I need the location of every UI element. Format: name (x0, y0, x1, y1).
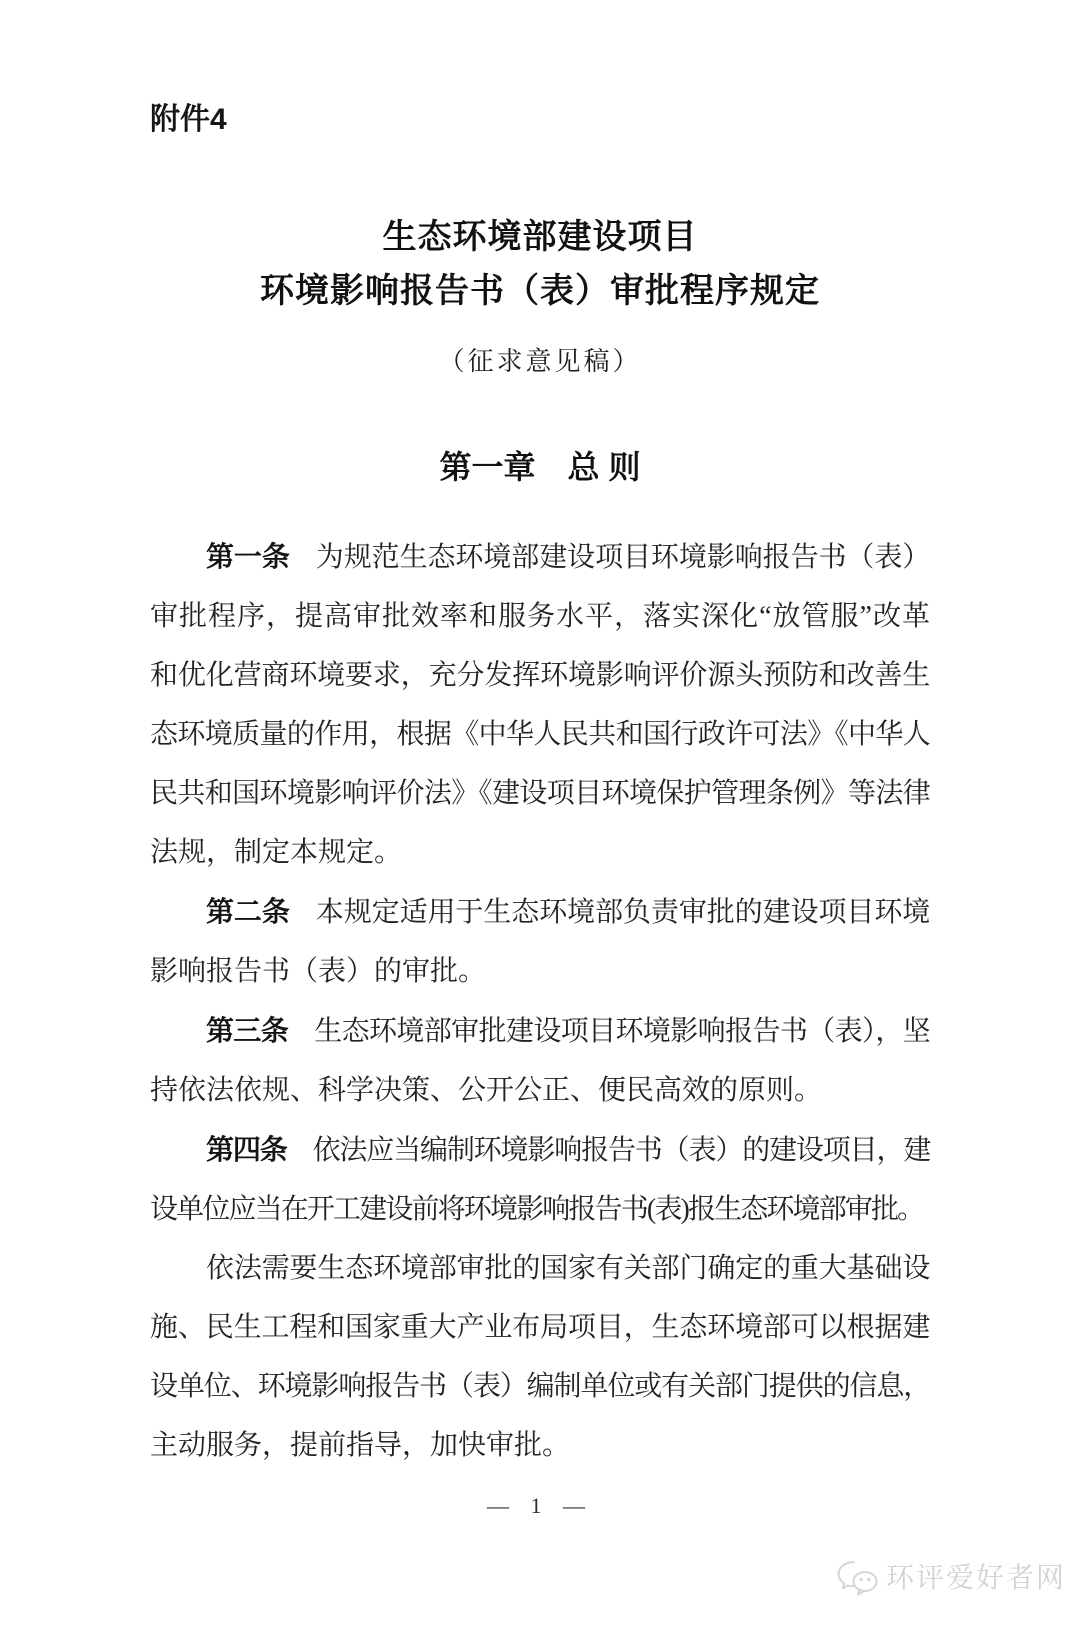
document-body (150, 527, 930, 1475)
watermark-text: 环评爱好者网 (885, 1562, 1066, 1593)
paragraph-line: 设单位、环境影响报告书（表）编制单位或有关部门提供的信息， (150, 1371, 930, 1402)
article-number-label: 第二条 (206, 896, 290, 927)
paragraph-text: 生态环境部审批建设项目环境影响报告书（表），坚 (314, 1016, 930, 1047)
page-content (0, 100, 1080, 1521)
paragraph-line: 法规，制定本规定。 (150, 837, 403, 868)
paragraph-line: 依法需要生态环境部审批的国家有关部门确定的重大基础设 (206, 1253, 930, 1284)
paragraph-line (150, 1120, 930, 1180)
document-page (0, 100, 1080, 1626)
paragraph-line (150, 1001, 930, 1061)
paragraph-line: 和优化营商环境要求，充分发挥环境影响评价源头预防和改善生 (150, 660, 930, 691)
attachment-label: 附件4 (150, 103, 227, 136)
paragraph-line: 主动服务，提前指导，加快审批。 (150, 1430, 571, 1461)
article-number-label: 第一条 (206, 541, 290, 572)
wechat-icon (834, 1558, 880, 1598)
document-title-line-1: 生态环境部建设项目 (382, 218, 698, 256)
paragraph-line: 态环境质量的作用，根据《中华人民共和国行政许可法》《中华人 (150, 719, 930, 750)
paragraph-line: 设单位应当在开工建设前将环境影响报告书(表)报生态环境部审批。 (150, 1194, 924, 1225)
paragraph-text: 依法应当编制环境影响报告书（表）的建设项目，建 (312, 1135, 930, 1166)
article-number-label: 第四条 (206, 1134, 287, 1165)
document-subtitle: （征求意见稿） (438, 347, 642, 376)
paragraph-line: 审批程序，提高审批效率和服务水平，落实深化“放管服”改革 (150, 601, 930, 632)
paragraph-line: 持依法依规、科学决策、公开公正、便民高效的原则。 (150, 1075, 823, 1106)
watermark (834, 1558, 1066, 1598)
paragraph-line: 影响报告书（表）的审批。 (150, 956, 487, 987)
chapter-heading: 第一章 总 则 (439, 449, 641, 485)
paragraph-text: 为规范生态环境部建设项目环境影响报告书（表） (315, 542, 931, 573)
document-title-line-2: 环境影响报告书（表）审批程序规定 (260, 272, 820, 310)
paragraph-line (150, 527, 930, 587)
paragraph-line (150, 882, 930, 942)
page-number: — 1 — (487, 1493, 593, 1518)
paragraph-text: 本规定适用于生态环境部负责审批的建设项目环境 (315, 897, 931, 928)
paragraph-line: 民共和国环境影响评价法》《建设项目环境保护管理条例》等法律 (150, 778, 930, 809)
article-number-label: 第三条 (206, 1015, 289, 1046)
paragraph-line: 施、民生工程和国家重大产业布局项目，生态环境部可以根据建 (150, 1312, 930, 1343)
